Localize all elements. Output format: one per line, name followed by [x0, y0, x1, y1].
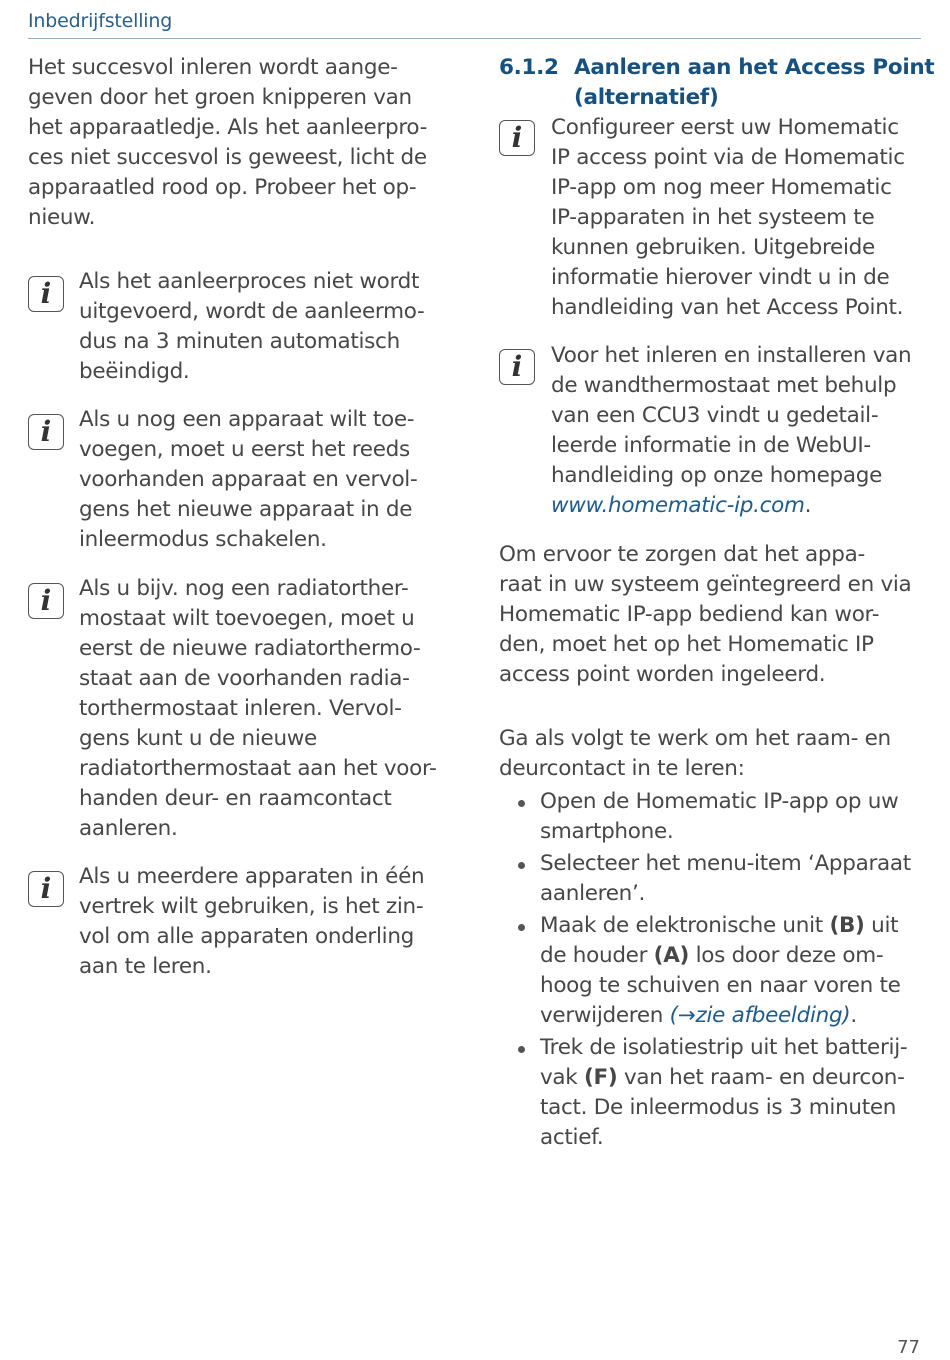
text-line: Voor het inleren en installeren van [551, 343, 912, 368]
text-segment: van het raam- en deurcon- [617, 1065, 905, 1090]
text-line: Als u bijv. nog een radiatorther- [79, 576, 409, 601]
text-line: Als u nog een apparaat wilt toe- [79, 407, 415, 432]
text-line: ces niet succesvol is geweest, licht de [28, 145, 427, 170]
text-line: voegen, moet u eerst het reeds [79, 437, 410, 462]
text-line: mostaat wilt toevoegen, moet u [79, 606, 415, 631]
text-line: smartphone. [540, 819, 674, 844]
list-item [540, 849, 911, 909]
text-line: IP-apparaten in het systeem te [551, 205, 875, 230]
info-note [79, 862, 424, 982]
text-line: deurcontact in te leren: [499, 756, 745, 781]
text-line: torthermostaat inleren. Vervol- [79, 696, 402, 721]
text-line: den, moet het op het Homematic IP [499, 632, 874, 657]
text-line: geven door het groen knipperen van [28, 85, 412, 110]
text-line: gens het nieuwe apparaat in de [79, 497, 413, 522]
info-icon: i [28, 414, 64, 450]
text-line: vol om alle apparaten onderling [79, 924, 414, 949]
list-item [540, 911, 901, 1031]
text-line: handleiding op onze homepage [551, 463, 882, 488]
info-note [551, 341, 911, 521]
info-icon: i [28, 583, 64, 619]
text-line: aanleren. [79, 816, 178, 841]
text-segment: uit [864, 913, 899, 938]
text-line: nieuw. [28, 205, 96, 230]
info-note [79, 574, 437, 844]
text-segment: los door deze om- [689, 943, 884, 968]
info-note [551, 113, 905, 323]
bold-label: (A) [653, 943, 690, 968]
text-line: Om ervoor te zorgen dat het appa- [499, 542, 865, 567]
text-line: kunnen gebruiken. Uitgebreide [551, 235, 875, 260]
bold-label: (F) [583, 1065, 618, 1090]
info-icon: i [499, 349, 535, 385]
text-segment: . [804, 493, 812, 518]
bullet-dot [518, 1046, 525, 1053]
text-line: apparaatled rood op. Probeer het op- [28, 175, 417, 200]
text-line: hoog te schuiven en naar voren te [540, 973, 901, 998]
text-line: IP-app om nog meer Homematic [551, 175, 892, 200]
info-icon: i [28, 276, 64, 312]
text-line: inleermodus schakelen. [79, 527, 327, 552]
text-segment: verwijderen [540, 1003, 670, 1028]
text-line: uitgevoerd, wordt de aanleermo- [79, 299, 425, 324]
link-text[interactable]: www.homematic-ip.com [551, 493, 805, 518]
list-item [540, 1033, 907, 1153]
text-line: Homematic IP-app bediend kan wor- [499, 602, 880, 627]
text-segment: de houder [540, 943, 654, 968]
text-line [551, 491, 911, 521]
text-line: (alternatief) [574, 85, 719, 110]
bullet-dot [518, 800, 525, 807]
text-line: dus na 3 minuten automatisch [79, 329, 400, 354]
text-line: Ga als volgt te werk om het raam- en [499, 726, 891, 751]
text-line [540, 911, 901, 941]
text-line: access point worden ingeleerd. [499, 662, 826, 687]
text-line: leerde informatie in de WebUI- [551, 433, 871, 458]
text-line: het apparaatledje. Als het aanleerpro- [28, 115, 428, 140]
intro-paragraph [28, 53, 427, 233]
text-line: Trek de isolatiestrip uit het batterij- [540, 1035, 908, 1060]
paragraph [499, 724, 891, 784]
text-line: Open de Homematic IP-app op uw [540, 789, 899, 814]
info-note [79, 267, 424, 387]
paragraph [499, 540, 911, 690]
link-text[interactable]: (→zie afbeelding) [669, 1003, 851, 1028]
header-divider [28, 38, 921, 39]
page-number: 77 [897, 1337, 920, 1358]
text-line: raat in uw systeem geïntegreerd en via [499, 572, 912, 597]
text-line: Selecteer het menu-item ‘Apparaat [540, 851, 911, 876]
text-segment: . [850, 1003, 857, 1028]
text-line: Aanleren aan het Access Point [574, 55, 935, 80]
text-line: vertrek wilt gebruiken, is het zin- [79, 894, 424, 919]
list-item [540, 787, 898, 847]
text-line: aanleren’. [540, 881, 646, 906]
text-segment: vak [540, 1065, 584, 1090]
section-header: Inbedrijfstelling [28, 10, 173, 32]
text-line [540, 941, 901, 971]
text-line: handen deur- en raamcontact [79, 786, 392, 811]
text-line: staat aan de voorhanden radia- [79, 666, 410, 691]
info-icon: i [28, 871, 64, 907]
text-line: van een CCU3 vindt u gedetail- [551, 403, 879, 428]
text-line: Als het aanleerproces niet wordt [79, 269, 420, 294]
text-line: Configureer eerst uw Homematic [551, 115, 899, 140]
text-line: IP access point via de Homematic [551, 145, 905, 170]
text-line: de wandthermostaat met behulp [551, 373, 897, 398]
text-line: Als u meerdere apparaten in één [79, 864, 425, 889]
bold-label: (B) [829, 913, 865, 938]
info-note [79, 405, 417, 555]
section-number: 6.1.2 [499, 55, 559, 80]
info-icon: i [499, 120, 535, 156]
text-line: Het succesvol inleren wordt aange- [28, 55, 398, 80]
text-line: tact. De inleermodus is 3 minuten [540, 1095, 897, 1120]
text-line: informatie hierover vindt u in de [551, 265, 890, 290]
bullet-dot [518, 862, 525, 869]
text-line: handleiding van het Access Point. [551, 295, 904, 320]
text-line: beëindigd. [79, 359, 190, 384]
text-line: voorhanden apparaat en vervol- [79, 467, 418, 492]
text-segment: Maak de elektronische unit [540, 913, 830, 938]
text-line [540, 1001, 901, 1031]
bullet-dot [518, 924, 525, 931]
text-line: gens kunt u de nieuwe [79, 726, 317, 751]
text-line: eerst de nieuwe radiatorthermo- [79, 636, 421, 661]
text-line: actief. [540, 1125, 604, 1150]
text-line: radiatorthermostaat aan het voor- [79, 756, 437, 781]
text-line: aan te leren. [79, 954, 212, 979]
text-line [540, 1063, 907, 1093]
section-title [574, 53, 934, 113]
